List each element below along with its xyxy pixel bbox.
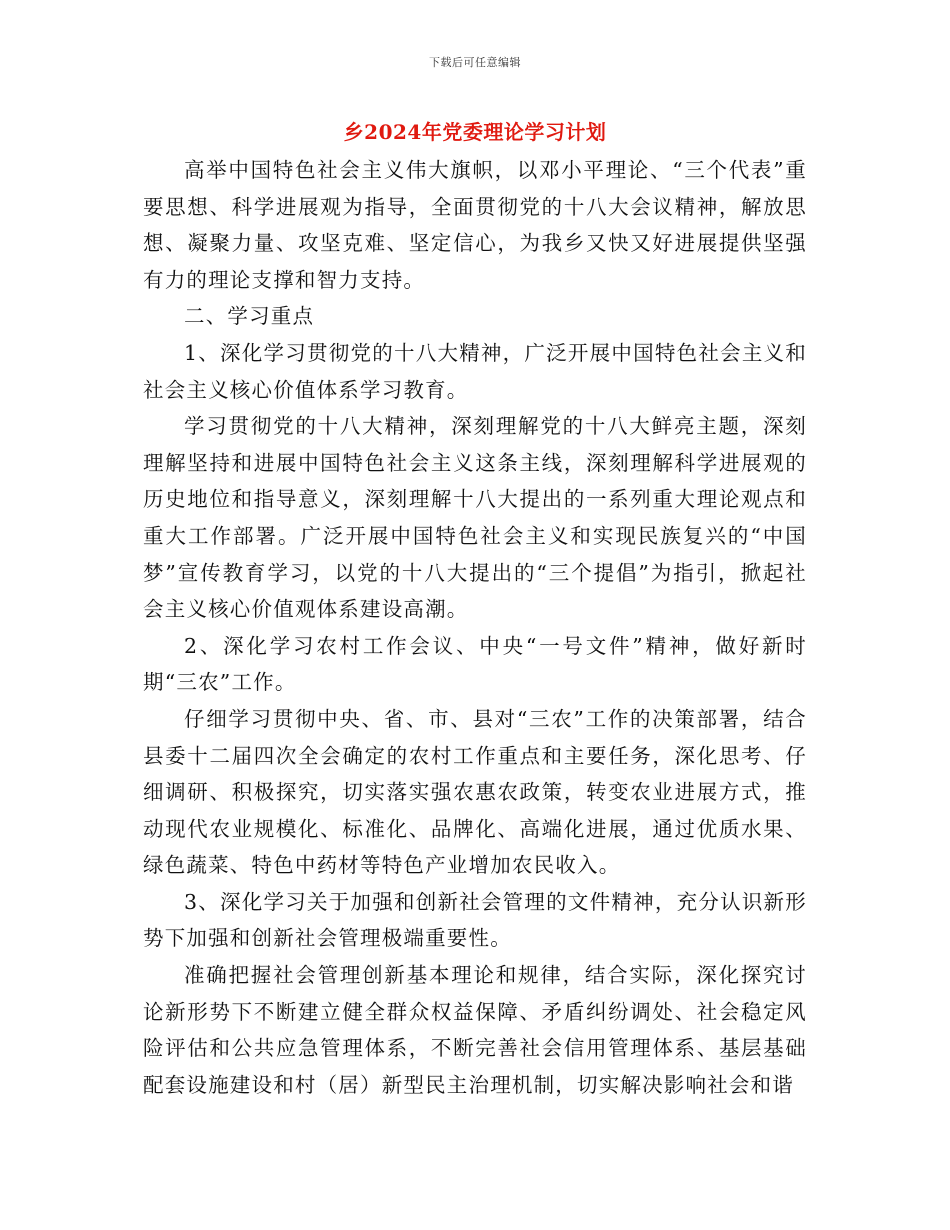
section-heading: 二、学习重点	[184, 304, 315, 329]
item-heading-3: 3、深化学习关于加强和创新社会管理的文件精神，充分认识新形势下加强和创新社会管理极端重要性。	[143, 889, 807, 951]
item-heading-1: 1、深化学习贯彻党的十八大精神，广泛开展中国特色社会主义和社会主义核心价值体系学习教育。	[143, 340, 807, 402]
document-body	[143, 152, 807, 1103]
paragraph-item-2: 仔细学习贯彻中央、省、市、县对“三农”工作的决策部署，结合县委十二届四次全会确定的农村工作重点和主要任务，深化思考、仔细调研、积极探究，切实落实强农惠农政策，转变农业进展方式，推动现代农业规模化、标准化、品牌化、高端化进展，通过优质水果、绿色蔬菜、特色中药材等特色产业增加农民收入。	[143, 706, 807, 878]
paragraph-item-3: 准确把握社会管理创新基本理论和规律，结合实际，深化探究讨论新形势下不断建立健全群众权益保障、矛盾纠纷调处、社会稳定风险评估和公共应急管理体系，不断完善社会信用管理体系、基层基础配套设施建设和村（居）新型民主治理机制，切实解决影响社会和谐	[143, 963, 807, 1097]
paragraph-intro: 高举中国特色社会主义伟大旗帜，以邓小平理论、“三个代表”重要思想、科学进展观为指导，全面贯彻党的十八大会议精神，解放思想、凝聚力量、攻坚克难、坚定信心，为我乡又快又好进展提供坚强有力的理论支撑和智力支持。	[143, 158, 807, 292]
item-heading-2: 2、深化学习农村工作会议、中央“一号文件”精神，做好新时期“三农”工作。	[143, 633, 807, 695]
document-title: 乡2024年党委理论学习计划	[343, 120, 607, 144]
paragraph-item-1: 学习贯彻党的十八大精神，深刻理解党的十八大鲜亮主题，深刻理解坚持和进展中国特色社会主义这条主线，深刻理解科学进展观的历史地位和指导意义，深刻理解十八大提出的一系列重大理论观点和重大工作部署。广泛开展中国特色社会主义和实现民族复兴的“中国梦”宣传教育学习，以党的十八大提出的“三个提倡”为指引，掀起社会主义核心价值观体系建设高潮。	[143, 414, 807, 622]
header-note: 下载后可任意编辑	[429, 56, 521, 69]
